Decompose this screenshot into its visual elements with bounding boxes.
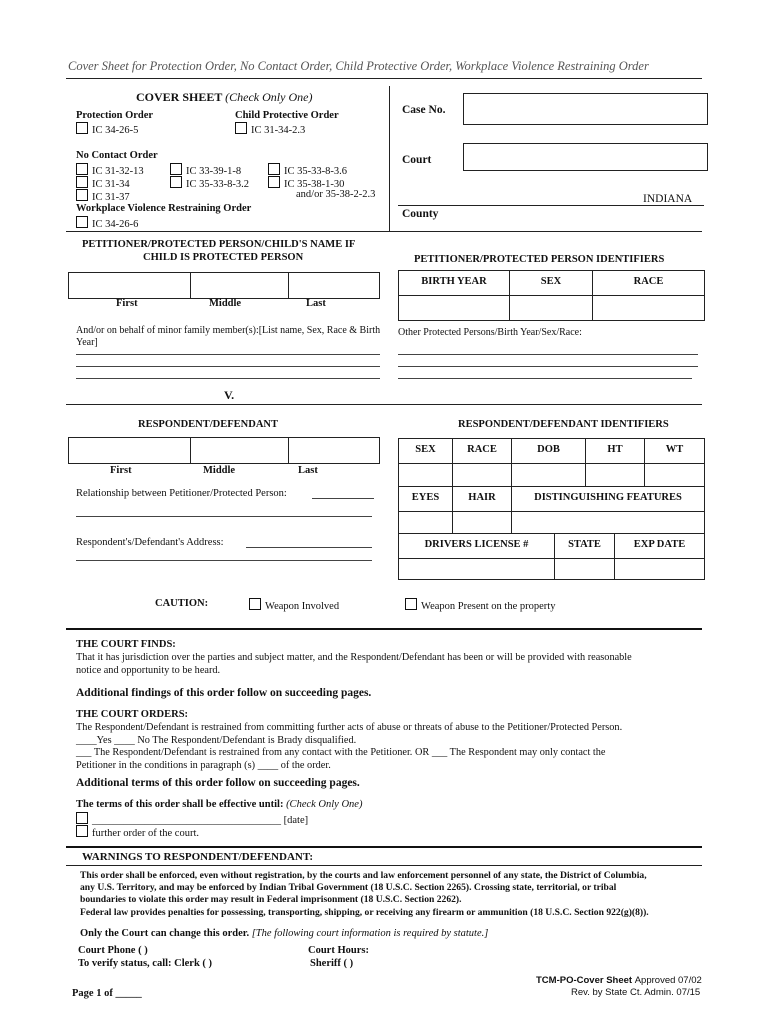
only-court-note: Only the Court can change this order. [The following court information is required by statute.]	[80, 928, 489, 939]
nco-option-1[interactable]: IC 31-32-13	[76, 163, 144, 178]
respondent-middle-label: Middle	[203, 465, 236, 476]
resp-eyes-header: EYES	[398, 486, 453, 512]
nco-option-4[interactable]: IC 33-39-1-8	[170, 163, 241, 178]
resp-hair-header: HAIR	[452, 486, 512, 512]
po-label: Protection Order	[76, 110, 154, 121]
finds-text: That it has jurisdiction over the parties and subject matter, and the Respondent/Defendant has been or will be provided with reasonable notice and opportunity to be heard.	[76, 652, 632, 676]
checkbox-icon[interactable]	[235, 122, 247, 134]
resp-dob-field[interactable]	[511, 463, 586, 487]
relationship-label: Relationship between Petitioner/Protected Person:	[76, 488, 287, 499]
minor-note-2: Year]	[76, 337, 98, 348]
resp-wt-header: WT	[644, 438, 705, 464]
caution-rule	[66, 628, 702, 630]
checkbox-icon[interactable]	[170, 176, 182, 188]
finds-heading: THE COURT FINDS:	[76, 639, 176, 650]
terms-date-option[interactable]: ____________________________________ [date]	[76, 812, 308, 827]
po-option[interactable]: IC 34-26-5	[76, 122, 138, 137]
resp-exp-field[interactable]	[614, 558, 705, 580]
resp-license-field[interactable]	[398, 558, 555, 580]
page-number: Page 1 of _____	[72, 988, 142, 999]
warnings-text: This order shall be enforced, even without registration, by the courts and law enforcement personnel of any state, the District of Columbia, any U.S. Territory, and may be enforced by Indian Tribal Government (18 U.S.C. Section 2265). Crossing state, territorial, or tribal boundaries to violate this order may result in Federal imprisonment (18 U.S.C. Section 2262). Federal law provides penalties for possessing, transporting, shipping, or receiving any firearm or ammunition (18 U.S.C. Section 922(g)(8)).	[80, 870, 649, 918]
pet-sex-header: SEX	[509, 270, 593, 296]
orders-text: The Respondent/Defendant is restrained from committing further acts of abuse or threats of abuse to the Petitioner/Protected Person. ____Yes ____ No The Respondent/Defendant is Brady disqualified. ___ The Respondent/Defendant is restrained from any contact with the Petitioner. OR ___ The Respondent may only contact the Petitioner in the conditions in paragraph (s) ____ of the order.	[76, 722, 623, 771]
respondent-middle-field[interactable]	[190, 437, 289, 464]
resp-features-field[interactable]	[511, 511, 705, 534]
warnings-rule-2	[66, 865, 702, 866]
resp-eyes-field[interactable]	[398, 511, 453, 534]
petitioner-identifiers-heading: PETITIONER/PROTECTED PERSON IDENTIFIERS	[414, 254, 665, 265]
respondent-identifiers-heading: RESPONDENT/DEFENDANT IDENTIFIERS	[458, 419, 669, 430]
form-header-title: Cover Sheet for Protection Order, No Contact Order, Child Protective Order, Workplace Violence Restraining Order	[68, 59, 649, 73]
address-line-2[interactable]	[76, 560, 372, 561]
resp-sex-header: SEX	[398, 438, 453, 464]
pet-race-field[interactable]	[592, 295, 705, 321]
versus-label: V.	[224, 388, 235, 402]
petitioner-heading-2: CHILD IS PROTECTED PERSON	[143, 252, 304, 263]
checkbox-icon[interactable]	[76, 825, 88, 837]
checkbox-icon[interactable]	[405, 598, 417, 610]
minor-line-1[interactable]	[76, 354, 380, 355]
orders-additional: Additional terms of this order follow on succeeding pages.	[76, 777, 360, 789]
cover-divider	[389, 86, 390, 232]
other-persons-label: Other Protected Persons/Birth Year/Sex/Race:	[398, 327, 582, 338]
warnings-rule	[66, 846, 702, 848]
checkbox-icon[interactable]	[76, 812, 88, 824]
sheriff-phone: Sheriff ( )	[310, 958, 354, 969]
respondent-first-field[interactable]	[68, 437, 191, 464]
county-label: County	[402, 208, 439, 220]
pet-race-header: RACE	[592, 270, 705, 296]
wvro-label: Workplace Violence Restraining Order	[76, 203, 252, 214]
petitioner-last-field[interactable]	[288, 272, 380, 299]
resp-state-header: STATE	[554, 533, 615, 559]
cpo-label: Child Protective Order	[235, 110, 339, 121]
minor-line-2[interactable]	[76, 366, 380, 367]
nco-label: No Contact Order	[76, 150, 158, 161]
checkbox-icon[interactable]	[76, 216, 88, 228]
nco-option-3[interactable]: IC 31-37	[76, 189, 130, 204]
county-rule	[398, 205, 704, 206]
checkbox-icon[interactable]	[76, 176, 88, 188]
petitioner-middle-field[interactable]	[190, 272, 289, 299]
versus-rule	[66, 404, 702, 405]
court-phone: Court Phone ( )	[78, 945, 148, 956]
checkbox-icon[interactable]	[268, 163, 280, 175]
form-id: TCM-PO-Cover Sheet Approved 07/02	[536, 975, 702, 986]
header-rule	[66, 78, 702, 79]
verify-status: To verify status, call: Clerk ( )	[78, 958, 213, 969]
warnings-heading: WARNINGS TO RESPONDENT/DEFENDANT:	[82, 851, 314, 863]
nco-option-5[interactable]: IC 35-33-8-3.2	[170, 176, 249, 191]
case-no-label: Case No.	[402, 104, 446, 116]
resp-ht-header: HT	[585, 438, 645, 464]
case-no-field[interactable]	[463, 93, 708, 125]
other-line-2[interactable]	[398, 366, 698, 367]
resp-dob-header: DOB	[511, 438, 586, 464]
resp-license-header: DRIVERS LICENSE #	[398, 533, 555, 559]
terms-further-option[interactable]: further order of the court.	[76, 825, 199, 840]
petitioner-first-field[interactable]	[68, 272, 191, 299]
address-label: Respondent's/Defendant's Address:	[76, 537, 224, 548]
court-hours: Court Hours:	[308, 945, 369, 956]
address-line[interactable]	[246, 547, 372, 548]
weapon-involved-option[interactable]: Weapon Involved	[249, 598, 339, 613]
petitioner-last-label: Last	[306, 298, 326, 309]
checkbox-icon[interactable]	[170, 163, 182, 175]
checkbox-icon[interactable]	[249, 598, 261, 610]
resp-race-field[interactable]	[452, 463, 512, 487]
nco-option-7-note: and/or 35-38-2-2.3	[296, 189, 376, 200]
relationship-line-2[interactable]	[76, 516, 372, 517]
resp-hair-field[interactable]	[452, 511, 512, 534]
caution-label: CAUTION:	[155, 598, 209, 609]
resp-sex-field[interactable]	[398, 463, 453, 487]
birth-year-header: BIRTH YEAR	[398, 270, 510, 296]
resp-race-header: RACE	[452, 438, 512, 464]
cover-title: COVER SHEET (Check Only One)	[136, 90, 313, 104]
checkbox-icon[interactable]	[76, 163, 88, 175]
other-line-1[interactable]	[398, 354, 698, 355]
revision-note: Rev. by State Ct. Admin. 07/15	[571, 987, 701, 998]
nco-option-7[interactable]: IC 35-38-1-30	[268, 176, 344, 191]
orders-heading: THE COURT ORDERS:	[76, 709, 189, 720]
cover-bottom-rule	[66, 231, 702, 232]
weapon-property-option[interactable]: Weapon Present on the property	[405, 598, 555, 613]
resp-features-header: DISTINGUISHING FEATURES	[511, 486, 705, 512]
resp-ht-field[interactable]	[585, 463, 645, 487]
checkbox-icon[interactable]	[76, 122, 88, 134]
wvro-option[interactable]: IC 34-26-6	[76, 216, 138, 231]
cpo-option[interactable]: IC 31-34-2.3	[235, 122, 305, 137]
other-line-3[interactable]	[398, 378, 692, 379]
finds-additional: Additional findings of this order follow on succeeding pages.	[76, 687, 372, 699]
minor-note-1: And/or on behalf of minor family member(s):[List name, Sex, Race & Birth	[76, 325, 381, 336]
respondent-heading: RESPONDENT/DEFENDANT	[138, 419, 279, 430]
relationship-line[interactable]	[312, 498, 374, 499]
resp-wt-field[interactable]	[644, 463, 705, 487]
birth-year-field[interactable]	[398, 295, 510, 321]
petitioner-middle-label: Middle	[209, 298, 242, 309]
court-label: Court	[402, 154, 432, 166]
resp-exp-header: EXP DATE	[614, 533, 705, 559]
checkbox-icon[interactable]	[76, 189, 88, 201]
petitioner-first-label: First	[116, 298, 138, 309]
petitioner-heading-1: PETITIONER/PROTECTED PERSON/CHILD'S NAME IF	[82, 239, 356, 250]
nco-option-6[interactable]: IC 35-33-8-3.6	[268, 163, 347, 178]
nco-option-2[interactable]: IC 31-34	[76, 176, 130, 191]
minor-line-3[interactable]	[76, 378, 380, 379]
checkbox-icon[interactable]	[268, 176, 280, 188]
court-field[interactable]	[463, 143, 708, 171]
respondent-last-field[interactable]	[288, 437, 380, 464]
terms-label: The terms of this order shall be effective until: (Check Only One)	[76, 799, 363, 810]
resp-state-field[interactable]	[554, 558, 615, 580]
respondent-first-label: First	[110, 465, 132, 476]
pet-sex-field[interactable]	[509, 295, 593, 321]
state-indiana: INDIANA	[643, 193, 693, 205]
respondent-last-label: Last	[298, 465, 318, 476]
